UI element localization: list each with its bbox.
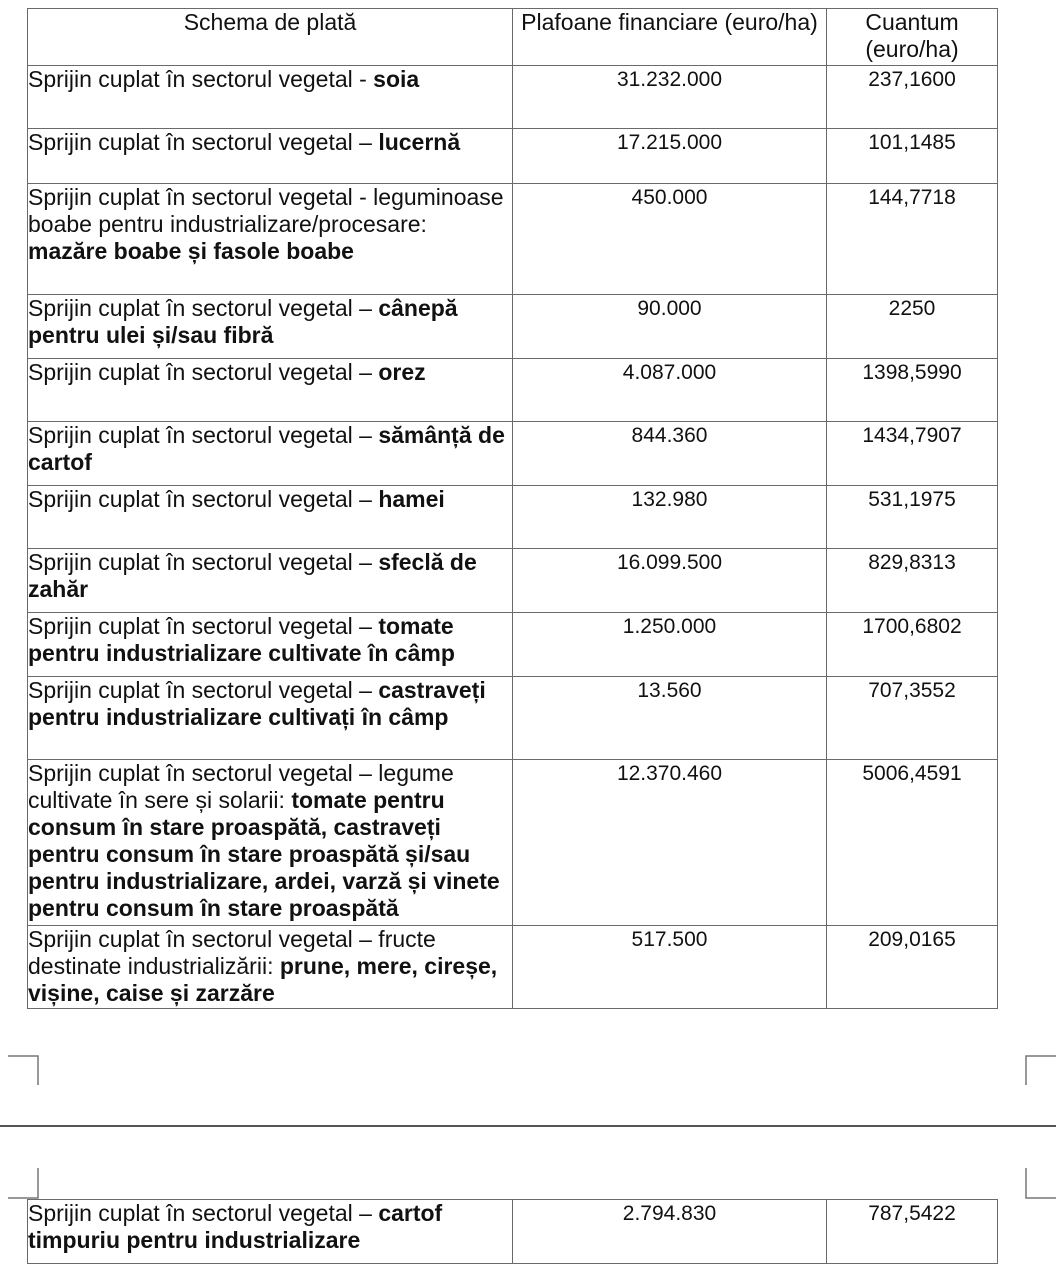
row-ceiling: 4.087.000 — [513, 359, 827, 422]
row-amount: 787,5422 — [827, 1200, 998, 1264]
row-amount: 531,1975 — [827, 486, 998, 549]
page-corner-mark-left-next — [8, 1168, 40, 1200]
payment-scheme-table — [27, 8, 998, 1009]
row-amount: 5006,4591 — [827, 760, 998, 926]
row-scheme: Sprijin cuplat în sectorul vegetal – fructe destinate industrializării: prune, mere, cireșe, vișine, caise și zarzăre — [28, 926, 513, 1009]
row-amount: 829,8313 — [827, 549, 998, 613]
row-scheme: Sprijin cuplat în sectorul vegetal – castraveți pentru industrializare cultivați în câmp — [28, 677, 513, 760]
table-row — [28, 1200, 998, 1264]
row-scheme: Sprijin cuplat în sectorul vegetal – legume cultivate în sere și solarii: tomate pentru consum în stare proaspătă, castraveți pentru consum în stare proaspătă și/sau pentru industrializare, ardei, varză și vinete pentru consum în stare proaspătă — [28, 760, 513, 926]
row-ceiling: 844.360 — [513, 422, 827, 486]
table-header-row — [28, 9, 998, 66]
row-ceiling: 17.215.000 — [513, 129, 827, 184]
table-row — [28, 549, 998, 613]
table-row — [28, 184, 998, 295]
row-amount: 1434,7907 — [827, 422, 998, 486]
row-amount: 101,1485 — [827, 129, 998, 184]
table-row — [28, 677, 998, 760]
row-ceiling: 1.250.000 — [513, 613, 827, 677]
table-row — [28, 760, 998, 926]
table-row — [28, 66, 998, 129]
row-scheme: Sprijin cuplat în sectorul vegetal - soia — [28, 66, 513, 129]
row-amount: 1700,6802 — [827, 613, 998, 677]
row-scheme: Sprijin cuplat în sectorul vegetal – cartof timpuriu pentru industrializare — [28, 1200, 513, 1264]
row-scheme: Sprijin cuplat în sectorul vegetal – tomate pentru industrializare cultivate în câmp — [28, 613, 513, 677]
table-row — [28, 295, 998, 359]
row-scheme: Sprijin cuplat în sectorul vegetal – hamei — [28, 486, 513, 549]
table-row — [28, 422, 998, 486]
row-ceiling: 132.980 — [513, 486, 827, 549]
continued-table — [27, 1199, 998, 1264]
row-scheme: Sprijin cuplat în sectorul vegetal – sfeclă de zahăr — [28, 549, 513, 613]
row-ceiling: 517.500 — [513, 926, 827, 1009]
row-scheme: Sprijin cuplat în sectorul vegetal – cânepă pentru ulei și/sau fibră — [28, 295, 513, 359]
row-amount: 237,1600 — [827, 66, 998, 129]
row-scheme: Sprijin cuplat în sectorul vegetal – sămânță de cartof — [28, 422, 513, 486]
table-row — [28, 926, 998, 1009]
row-amount: 2250 — [827, 295, 998, 359]
header-scheme: Schema de plată — [28, 9, 513, 66]
row-amount: 707,3552 — [827, 677, 998, 760]
row-amount: 144,7718 — [827, 184, 998, 295]
page-separator — [0, 1125, 1056, 1127]
header-ceiling: Plafoane financiare (euro/ha) — [513, 9, 827, 66]
row-amount: 1398,5990 — [827, 359, 998, 422]
page-corner-mark-left — [8, 1050, 40, 1086]
table-row — [28, 613, 998, 677]
row-ceiling: 12.370.460 — [513, 760, 827, 926]
row-scheme: Sprijin cuplat în sectorul vegetal – orez — [28, 359, 513, 422]
row-amount: 209,0165 — [827, 926, 998, 1009]
row-scheme: Sprijin cuplat în sectorul vegetal - leguminoase boabe pentru industrializare/procesare: mazăre boabe și fasole boabe — [28, 184, 513, 295]
row-ceiling: 90.000 — [513, 295, 827, 359]
row-ceiling: 450.000 — [513, 184, 827, 295]
table-row — [28, 359, 998, 422]
table-row — [28, 486, 998, 549]
table-row — [28, 129, 998, 184]
row-ceiling: 31.232.000 — [513, 66, 827, 129]
row-ceiling: 2.794.830 — [513, 1200, 827, 1264]
header-amount: Cuantum (euro/ha) — [827, 9, 998, 66]
page-corner-mark-right — [1022, 1050, 1056, 1086]
row-ceiling: 13.560 — [513, 677, 827, 760]
row-scheme: Sprijin cuplat în sectorul vegetal – lucernă — [28, 129, 513, 184]
page-corner-mark-right-next — [1022, 1168, 1056, 1200]
row-ceiling: 16.099.500 — [513, 549, 827, 613]
